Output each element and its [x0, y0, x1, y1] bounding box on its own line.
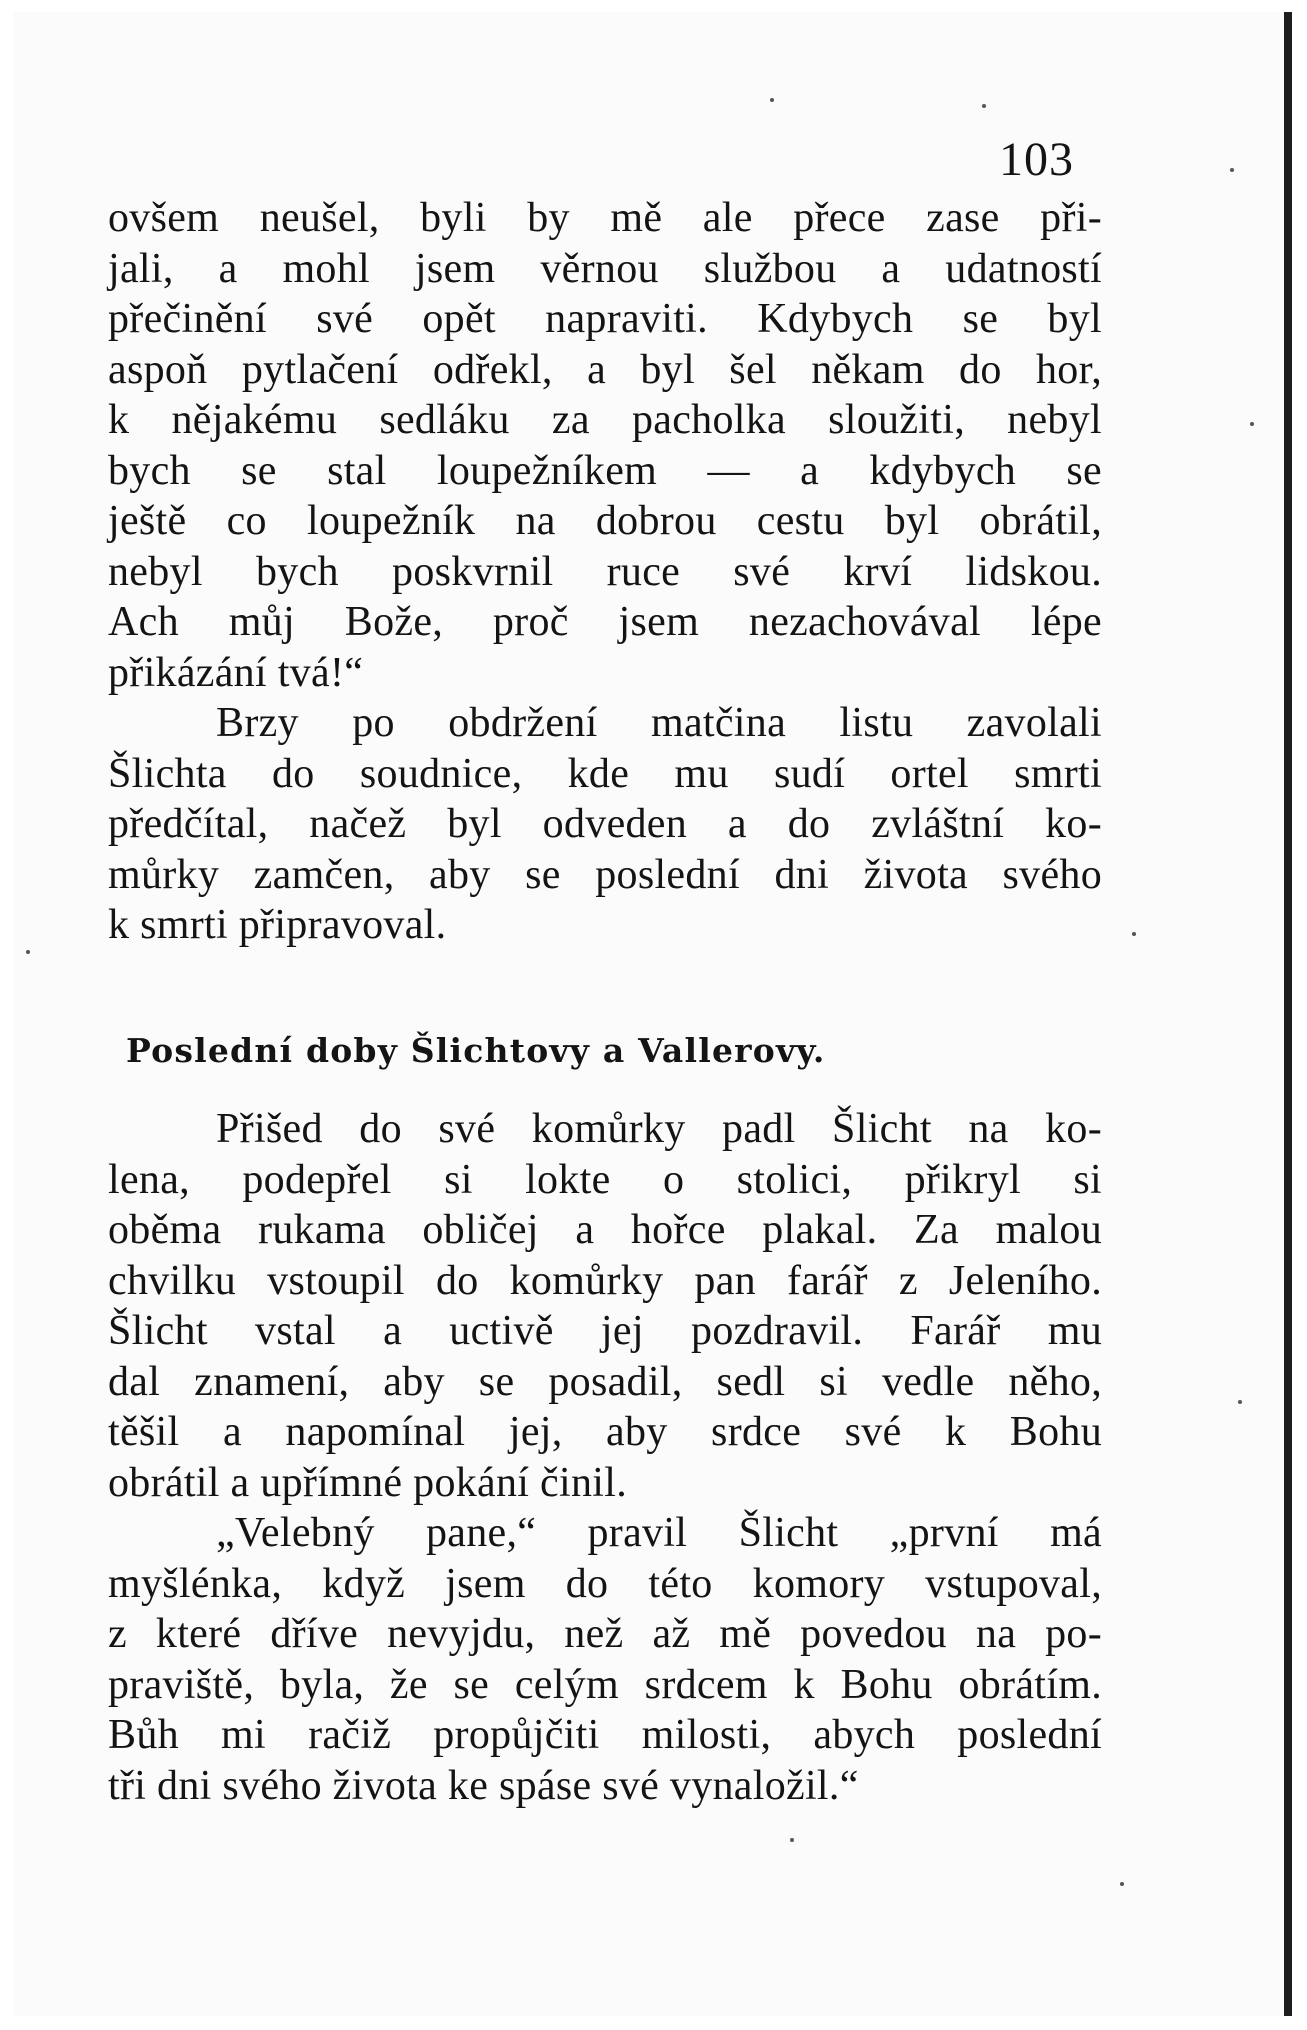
text-line: oběma rukama obličej a hořce plakal. Za malou — [108, 1207, 1102, 1253]
scan-speck — [26, 950, 30, 954]
text-line: nebyl bych poskvrnil ruce své krví lidskou. — [108, 548, 1102, 595]
text-line: Šlicht vstal a uctivě jej pozdravil. Farář mu — [108, 1308, 1102, 1354]
scan-speck — [1250, 422, 1254, 426]
text-line: Ach můj Bože, proč jsem nezachovával lépe — [108, 599, 1102, 645]
text-line: chvilku vstoupil do komůrky pan farář z Jeleního. — [108, 1257, 1102, 1304]
text-line: k smrti připravoval. — [108, 902, 447, 948]
page-number: 103 — [999, 133, 1074, 186]
text-line: k nějakému sedláku za pacholka sloužiti, nebyl — [108, 397, 1102, 443]
text-line: myšlénka, když jsem do této komory vstupoval, — [108, 1560, 1102, 1607]
scan-speck — [790, 1838, 794, 1842]
scan-speck — [1132, 932, 1136, 936]
text-line: z které dříve nevyjdu, než až mě povedou na po- — [108, 1611, 1102, 1657]
text-line: Šlichta do soudnice, kde mu sudí ortel smrti — [108, 750, 1102, 797]
text-line: přečinění své opět napraviti. Kdybych se byl — [108, 296, 1102, 342]
text-block-top — [108, 193, 1102, 951]
text-line: těšil a napomínal jej, aby srdce své k Bohu — [108, 1409, 1102, 1455]
scan-speck — [1230, 168, 1234, 172]
text-line: Brzy po obdržení matčina listu zavolali — [216, 700, 1102, 746]
scan-speck — [1120, 1882, 1124, 1886]
text-line: „Velebný pane,“ pravil Šlicht „první má — [216, 1510, 1102, 1556]
text-line: tři dni svého života ke spáse své vynaložil.“ — [108, 1762, 859, 1809]
section-heading: Poslední doby Šlichtovy a Vallerovy. — [126, 1031, 826, 1070]
text-line: praviště, byla, že se celým srdcem k Bohu obrátím. — [108, 1661, 1102, 1708]
text-line: můrky zamčen, aby se poslední dni života svého — [108, 851, 1102, 898]
text-line: aspoň pytlačení odřekl, a byl šel někam do hor, — [108, 346, 1102, 393]
text-line: předčítal, načež byl odveden a do zvláštní ko- — [108, 801, 1102, 847]
text-line: Bůh mi račiž propůjčiti milosti, abych poslední — [108, 1712, 1102, 1758]
scan-speck — [770, 98, 774, 102]
text-line: bych se stal loupežníkem — a kdybych se — [108, 447, 1102, 494]
scan-speck — [1238, 1400, 1242, 1404]
text-line: ještě co loupežník na dobrou cestu byl obrátil, — [108, 498, 1102, 544]
text-line: jali, a mohl jsem věrnou službou a udatností — [108, 245, 1102, 292]
text-line: Přišed do své komůrky padl Šlicht na ko- — [216, 1106, 1102, 1152]
text-line: obrátil a upřímné pokání činil. — [108, 1459, 628, 1506]
text-line: přikázání tvá!“ — [108, 649, 364, 696]
scan-speck — [982, 104, 986, 108]
text-line: ovšem neušel, byli by mě ale přece zase při- — [108, 195, 1102, 241]
text-line: dal znamení, aby se posadil, sedl si vedle něho, — [108, 1358, 1102, 1405]
text-line: lena, podepřel si lokte o stolici, přikryl si — [108, 1156, 1102, 1203]
text-block-bottom — [108, 1104, 1102, 1811]
